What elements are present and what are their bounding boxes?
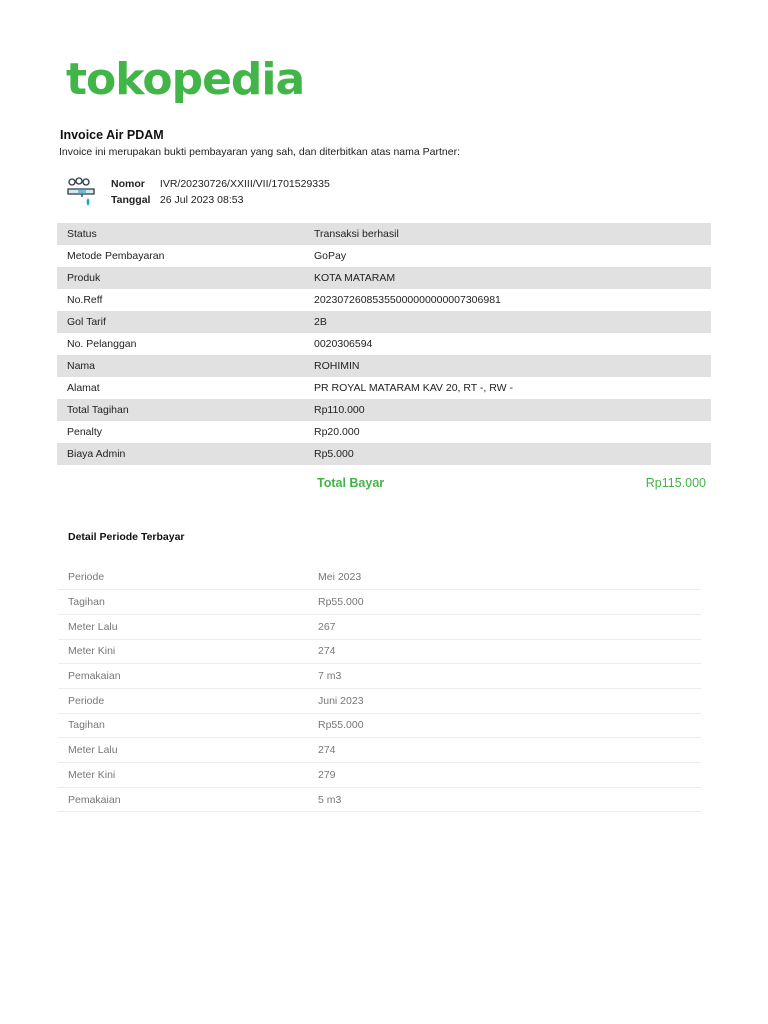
total-bayar-value: Rp115.000: [645, 476, 706, 490]
tokopedia-logo: tokopedia: [66, 54, 305, 105]
row-value: 0020306594: [314, 338, 373, 350]
table-row: [58, 763, 701, 788]
row-value: 20230726085355000000000007306981: [314, 294, 501, 306]
row-value: Mei 2023: [308, 565, 701, 590]
tanggal-value: 26 Jul 2023 08:53: [159, 194, 244, 206]
table-row: [58, 713, 701, 738]
row-label: Meter Kini: [58, 639, 308, 664]
row-label: Meter Lalu: [58, 738, 308, 763]
row-label: Tagihan: [58, 713, 308, 738]
row-value: Rp20.000: [314, 426, 360, 438]
table-row: [57, 267, 711, 289]
invoice-title: Invoice Air PDAM: [60, 128, 164, 142]
row-value: 7 m3: [308, 664, 701, 689]
table-row: [58, 664, 701, 689]
row-label: Alamat: [67, 382, 100, 394]
row-label: Meter Lalu: [58, 614, 308, 639]
row-label: No. Pelanggan: [67, 338, 137, 350]
row-label: Gol Tarif: [57, 311, 304, 333]
row-label: Tagihan: [58, 590, 308, 615]
row-label: Meter Kini: [58, 763, 308, 788]
row-label: Periode: [58, 565, 308, 590]
periode-section-title: Detail Periode Terbayar: [68, 531, 185, 543]
table-row: [58, 738, 701, 763]
row-value: Rp55.000: [308, 713, 701, 738]
row-value: Rp55.000: [308, 590, 701, 615]
row-value: 274: [308, 738, 701, 763]
row-label: Biaya Admin: [57, 443, 304, 465]
total-bayar-label: Total Bayar: [317, 476, 385, 490]
table-row: [57, 311, 711, 333]
table-row: [57, 399, 711, 421]
nomor-value: IVR/20230726/XXIII/VII/1701529335: [159, 178, 330, 190]
row-label: Metode Pembayaran: [67, 250, 165, 262]
table-row: [57, 289, 711, 311]
row-value: 274: [308, 639, 701, 664]
row-label: Pemakaian: [58, 787, 308, 812]
table-row: [57, 443, 711, 465]
row-value: PR ROYAL MATARAM KAV 20, RT -, RW -: [314, 382, 513, 394]
row-label: Pemakaian: [58, 664, 308, 689]
table-row: [58, 787, 701, 812]
table-row: [58, 688, 701, 713]
row-value: 2B: [304, 311, 711, 333]
row-label: Nama: [57, 355, 304, 377]
table-row: [58, 565, 701, 590]
row-value: Transaksi berhasil: [304, 223, 711, 245]
invoice-subtitle: Invoice ini merupakan bukti pembayaran yang sah, dan diterbitkan atas nama Partner:: [59, 146, 460, 158]
row-value: ROHIMIN: [304, 355, 711, 377]
water-tap-icon: [66, 176, 98, 208]
invoice-number: [111, 178, 330, 190]
row-value: Rp110.000: [304, 399, 711, 421]
row-value: 267: [308, 614, 701, 639]
invoice-date: [111, 194, 243, 206]
row-value: GoPay: [314, 250, 347, 262]
row-value: 5 m3: [308, 787, 701, 812]
table-row: [58, 590, 701, 615]
row-label: Periode: [58, 688, 308, 713]
nomor-label: Nomor: [111, 178, 145, 190]
row-label: No.Reff: [67, 294, 103, 306]
periode-details-table: [58, 565, 701, 812]
row-value: Rp5.000: [304, 443, 711, 465]
row-label: Produk: [57, 267, 304, 289]
table-row: [58, 614, 701, 639]
row-value: KOTA MATARAM: [304, 267, 711, 289]
row-value: 279: [308, 763, 701, 788]
row-label: Status: [57, 223, 304, 245]
table-row: [57, 245, 711, 267]
tanggal-label: Tanggal: [111, 194, 151, 206]
row-label: Total Tagihan: [57, 399, 304, 421]
row-value: Juni 2023: [308, 688, 701, 713]
table-row: [57, 333, 711, 355]
table-row: [57, 421, 711, 443]
row-label: Penalty: [67, 426, 103, 438]
transaction-details-table: [57, 223, 711, 465]
table-row: [58, 639, 701, 664]
table-row: [57, 223, 711, 245]
table-row: [57, 355, 711, 377]
table-row: [57, 377, 711, 399]
